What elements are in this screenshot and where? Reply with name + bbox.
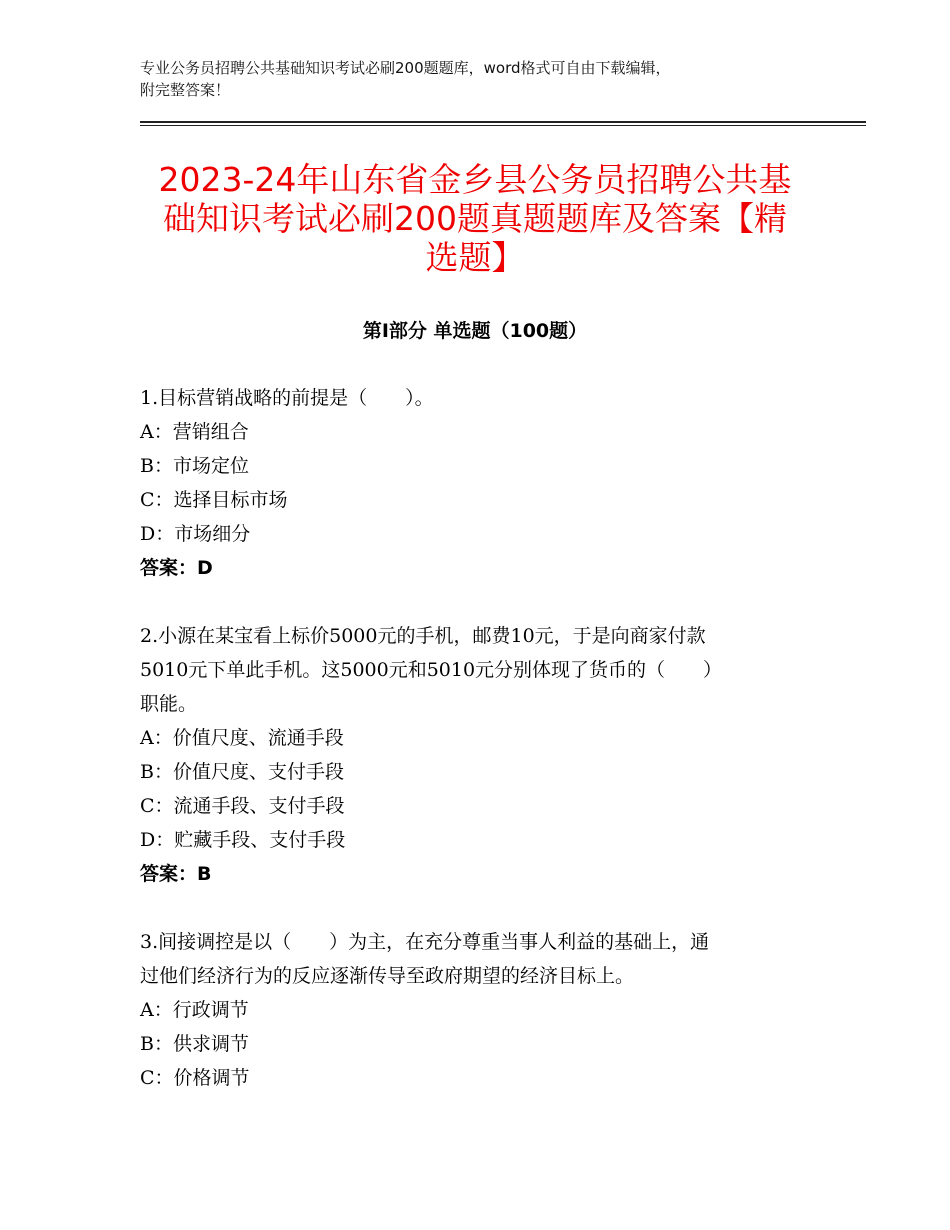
answer: 答案：D [140,557,213,579]
option-b: B：价值尺度、支付手段 [140,761,344,783]
option-c: C：选择目标市场 [140,489,288,511]
option-b: B：市场定位 [140,455,249,477]
question-stem: 职能。 [140,693,198,715]
question-3 [140,925,800,1095]
header-note-line: 专业公务员招聘公共基础知识考试必刷200题题库，word格式可自由下载编辑， [140,59,671,77]
question-list [140,381,800,1129]
header-divider-thin [140,125,866,126]
option-d: D：市场细分 [140,523,251,545]
option-c: C：价格调节 [140,1067,250,1089]
title-line: 础知识考试必刷200题真题题库及答案【精 [163,199,787,238]
question-stem: 1.目标营销战略的前提是（ ）。 [140,387,434,409]
question-1 [140,381,800,585]
answer: 答案：B [140,863,212,885]
option-a: A：行政调节 [140,999,249,1021]
question-stem: 2.小源在某宝看上标价5000元的手机，邮费10元，于是向商家付款 [140,625,706,647]
header-note [140,57,830,101]
option-a: A：价值尺度、流通手段 [140,727,344,749]
question-stem: 过他们经济行为的反应逐渐传导至政府期望的经济目标上。 [140,965,635,987]
header-note-line: 附完整答案！ [140,81,231,99]
header-divider [140,121,866,123]
option-a: A：营销组合 [140,421,249,443]
title-line: 选题】 [425,238,525,277]
question-stem: 5010元下单此手机。这5000元和5010元分别体现了货币的（ ） [140,659,723,681]
option-b: B：供求调节 [140,1033,249,1055]
question-2 [140,619,800,891]
option-d: D：贮藏手段、支付手段 [140,829,346,851]
question-stem: 3.间接调控是以（ ）为主，在充分尊重当事人利益的基础上，通 [140,931,710,953]
section-heading: 第Ⅰ部分 单选题（100题） [362,320,588,342]
title-line: 2023-24年山东省金乡县公务员招聘公共基 [158,160,792,199]
option-c: C：流通手段、支付手段 [140,795,345,817]
document-title [120,160,830,277]
